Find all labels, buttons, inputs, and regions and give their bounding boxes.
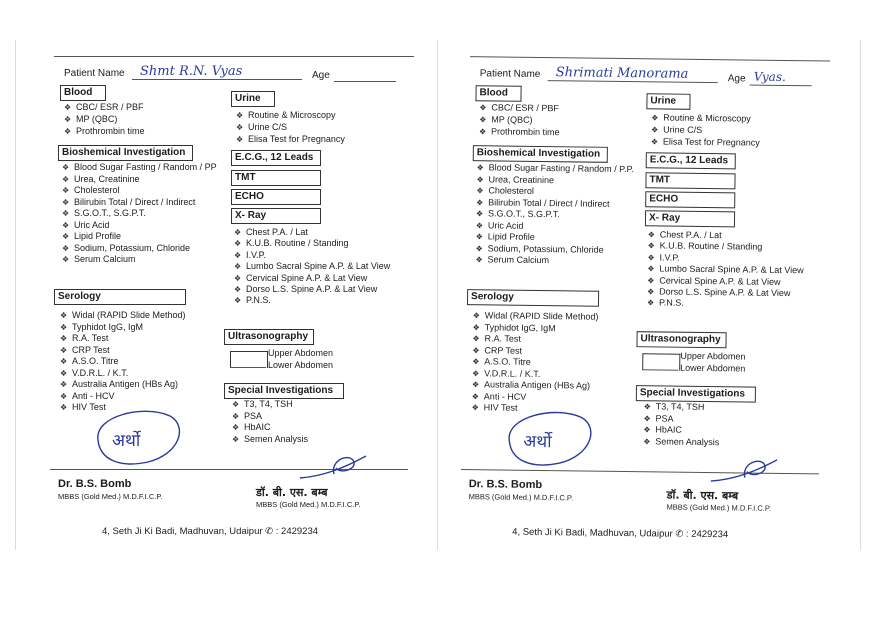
test-item: Urea, Creatinine: [74, 173, 140, 184]
test-item: Dorso L.S. Spine A.P. & Lat View: [659, 286, 791, 299]
test-item: HIV Test: [483, 402, 518, 413]
bullet-icon: ❖: [234, 228, 242, 237]
bullet-icon: ❖: [472, 345, 480, 355]
prescription-slip-right: [454, 56, 840, 551]
bullet-icon: ❖: [60, 322, 68, 332]
test-item: Sodium, Potassium, Chloride: [487, 242, 604, 255]
bullet-icon: ❖: [62, 186, 70, 195]
blood-heading: Blood: [475, 85, 521, 102]
test-item: Lipid Profile: [487, 231, 535, 242]
degree-english: MBBS (Gold Med.) M.D.F.I.C.P.: [468, 492, 574, 503]
bullet-icon: ❖: [475, 243, 483, 253]
test-item: Urine C/S: [248, 122, 288, 132]
serology-heading: Serology: [54, 289, 186, 305]
test-item: HIV Test: [72, 402, 106, 412]
test-item: Prothrombin time: [491, 126, 560, 138]
test-item: Widal (RAPID Slide Method): [72, 310, 186, 320]
left-page-edge: [15, 40, 16, 550]
bullet-icon: ❖: [471, 403, 479, 413]
bullet-icon: ❖: [64, 103, 72, 112]
stamp-text: अर्थो: [523, 431, 552, 453]
age-value: Vyas.: [753, 69, 786, 84]
test-item: Routine & Microscopy: [663, 112, 751, 124]
test-item: Cholesterol: [488, 185, 534, 196]
bullet-icon: ❖: [643, 436, 651, 446]
usg-lower: Lower Abdomen: [268, 360, 334, 370]
bullet-icon: ❖: [60, 311, 68, 320]
bullet-icon: ❖: [476, 174, 484, 184]
test-item: V.D.R.L. / K.T.: [72, 367, 129, 378]
bullet-icon: ❖: [472, 322, 480, 332]
test-item: A.S.O. Titre: [72, 356, 119, 366]
age-line: [750, 85, 812, 87]
usg-bracket-bottom: [230, 367, 266, 368]
bullet-icon: ❖: [232, 434, 240, 444]
bullet-icon: ❖: [64, 127, 72, 136]
doctor-name-english: Dr. B.S. Bomb: [468, 478, 543, 492]
bullet-icon: ❖: [647, 287, 655, 297]
test-item: CRP Test: [72, 344, 110, 355]
bullet-icon: ❖: [62, 163, 70, 172]
right-page-edge: [860, 40, 861, 550]
bullet-icon: ❖: [643, 413, 651, 423]
test-item: Blood Sugar Fasting / Random / PP: [74, 162, 217, 172]
bullet-icon: ❖: [232, 400, 240, 409]
test-item: PSA: [244, 410, 263, 421]
bullet-icon: ❖: [651, 113, 659, 123]
top-rule: [54, 56, 414, 57]
test-item: V.D.R.L. / K.T.: [484, 367, 541, 379]
test-item: Elisa Test for Pregnancy: [248, 134, 345, 144]
bullet-icon: ❖: [60, 403, 68, 412]
test-item: Bilirubin Total / Direct / Indirect: [488, 196, 610, 209]
test-item: R.A. Test: [484, 333, 521, 344]
bullet-icon: ❖: [476, 163, 484, 173]
bullet-icon: ❖: [62, 232, 70, 241]
usg-bracket-bottom: [642, 369, 678, 370]
patient-name-label: Patient Name: [479, 68, 541, 80]
test-item: HbAIC: [244, 422, 271, 432]
test-item: Australia Antigen (HBs Ag): [72, 379, 179, 389]
doctor-name-hindi: डॉ. बी. एस. बम्ब: [256, 486, 328, 499]
bullet-icon: ❖: [62, 197, 70, 207]
age-line: [334, 81, 396, 82]
test-item: S.G.O.T., S.G.P.T.: [74, 208, 146, 218]
test-item: Cholesterol: [74, 185, 120, 195]
echo-heading: ECHO: [645, 191, 735, 208]
test-item: Anti - HCV: [72, 390, 115, 401]
test-item: Uric Acid: [74, 219, 110, 230]
bullet-icon: ❖: [60, 391, 68, 401]
degree-english: MBBS (Gold Med.) M.D.F.I.C.P.: [58, 492, 163, 501]
test-item: T3, T4, TSH: [655, 401, 705, 413]
test-item: CRP Test: [484, 344, 523, 356]
bullet-icon: ❖: [476, 186, 484, 196]
test-item: P.N.S.: [658, 297, 684, 309]
biochem-heading: Bioshemical Investigation: [58, 145, 193, 161]
degree-hindi: MBBS (Gold Med.) M.D.F.I.C.P.: [666, 502, 772, 513]
test-item: Lumbo Sacral Spine A.P. & Lat View: [246, 261, 391, 272]
bullet-icon: ❖: [471, 380, 480, 390]
bullet-icon: ❖: [647, 253, 655, 263]
usg-upper: Upper Abdomen: [268, 348, 334, 358]
bullet-icon: ❖: [62, 243, 70, 253]
age-label: Age: [727, 73, 746, 85]
bullet-icon: ❖: [472, 368, 480, 378]
bullet-icon: ❖: [475, 220, 484, 230]
xray-heading: X- Ray: [231, 208, 321, 224]
bullet-icon: ❖: [62, 255, 70, 264]
test-item: Urine C/S: [663, 124, 703, 135]
bullet-icon: ❖: [60, 380, 68, 389]
test-item: Cervical Spine A.P. & Lat View: [659, 275, 781, 287]
test-item: Cervical Spine A.P. & Lat View: [246, 272, 368, 283]
bullet-icon: ❖: [62, 220, 70, 230]
test-item: Urea, Creatinine: [488, 173, 555, 185]
blood-heading: Blood: [60, 85, 106, 101]
patient-name-value: Shmt R.N. Vyas: [140, 64, 243, 79]
test-item: T3, T4, TSH: [244, 399, 293, 409]
xray-heading: X- Ray: [645, 210, 735, 227]
test-item: Typhidot IgG, IgM: [72, 321, 144, 332]
bullet-icon: ❖: [62, 174, 70, 184]
bullet-icon: ❖: [643, 425, 651, 435]
test-item: Sodium, Potassium, Chloride: [74, 242, 191, 253]
signature-mark: [294, 446, 384, 486]
usg-upper: Upper Abdomen: [680, 350, 746, 362]
bullet-icon: ❖: [651, 125, 659, 135]
test-item: Lipid Profile: [74, 231, 122, 241]
bullet-icon: ❖: [647, 264, 655, 274]
bullet-icon: ❖: [234, 239, 242, 249]
bullet-icon: ❖: [479, 103, 487, 113]
test-item: Semen Analysis: [244, 433, 309, 444]
usg-bracket: [642, 353, 680, 370]
test-item: I.V.P.: [246, 249, 267, 260]
test-item: Widal (RAPID Slide Method): [484, 310, 599, 322]
test-item: Routine & Microscopy: [248, 110, 336, 120]
test-item: Serum Calcium: [74, 254, 136, 264]
test-item: CBC/ ESR / PBF: [491, 102, 559, 114]
test-item: K.U.B. Routine / Standing: [659, 240, 763, 253]
patient-name-label: Patient Name: [64, 68, 125, 79]
ecg-heading: E.C.G., 12 Leads: [646, 152, 736, 169]
usg-lower: Lower Abdomen: [680, 362, 746, 374]
test-item: Semen Analysis: [655, 435, 720, 447]
doctor-name-hindi: डॉ. बी. एस. बम्ब: [666, 488, 739, 503]
signature-mark: [705, 449, 795, 490]
clinic-address: 4, Seth Ji Ki Badi, Madhuvan, Udaipur ✆ : 2429234: [102, 526, 319, 537]
doctor-name-english: Dr. B.S. Bomb: [58, 478, 132, 490]
bullet-icon: ❖: [479, 127, 487, 137]
bullet-icon: ❖: [476, 197, 484, 207]
tmt-heading: TMT: [231, 170, 321, 186]
usg-heading: Ultrasonography: [224, 329, 314, 345]
bullet-icon: ❖: [476, 209, 484, 219]
test-item: P.N.S.: [246, 295, 271, 306]
stamp-text: अर्थो: [112, 431, 141, 451]
test-item: Blood Sugar Fasting / Random / P.P.: [488, 162, 634, 175]
bullet-icon: ❖: [471, 391, 480, 401]
bullet-icon: ❖: [472, 357, 480, 367]
test-item: Serum Calcium: [487, 254, 550, 266]
urine-heading: Urine: [231, 91, 275, 107]
bullet-icon: ❖: [234, 250, 242, 260]
test-item: K.U.B. Routine / Standing: [246, 238, 349, 249]
ecg-heading: E.C.G., 12 Leads: [231, 150, 321, 166]
test-item: Lumbo Sacral Spine A.P. & Lat View: [659, 263, 804, 276]
test-item: MP (QBC): [491, 114, 533, 125]
test-item: HbAIC: [655, 424, 683, 435]
prescription-slip-left: [44, 56, 424, 546]
bullet-icon: ❖: [60, 368, 68, 378]
special-heading: Special Investigations: [224, 383, 344, 399]
tmt-heading: TMT: [645, 172, 735, 189]
top-rule: [470, 56, 830, 61]
bullet-icon: ❖: [475, 255, 483, 265]
serology-heading: Serology: [467, 289, 599, 307]
bullet-icon: ❖: [62, 209, 70, 218]
test-item: Elisa Test for Pregnancy: [662, 136, 760, 148]
test-item: Australia Antigen (HBs Ag): [483, 379, 591, 391]
age-label: Age: [312, 70, 330, 81]
patient-name-value: Shrimati Manorama: [555, 65, 689, 82]
usg-heading: Ultrasonography: [636, 331, 726, 348]
test-item: A.S.O. Titre: [484, 356, 531, 367]
bullet-icon: ❖: [234, 262, 242, 272]
echo-heading: ECHO: [231, 189, 321, 205]
test-item: Dorso L.S. Spine A.P. & Lat View: [246, 284, 378, 294]
usg-bracket: [230, 351, 268, 368]
test-item: Anti - HCV: [483, 390, 527, 402]
bullet-icon: ❖: [234, 273, 242, 283]
test-item: PSA: [655, 412, 674, 424]
bullet-icon: ❖: [60, 357, 68, 366]
test-item: I.V.P.: [659, 252, 680, 263]
bullet-icon: ❖: [236, 123, 244, 132]
test-item: Prothrombin time: [76, 126, 145, 136]
bullet-icon: ❖: [472, 334, 480, 344]
special-heading: Special Investigations: [636, 385, 756, 402]
bullet-icon: ❖: [647, 275, 655, 285]
test-item: R.A. Test: [72, 333, 109, 343]
patient-name-line: [132, 79, 302, 80]
bullet-icon: ❖: [472, 311, 481, 321]
bullet-icon: ❖: [236, 111, 244, 120]
test-item: Bilirubin Total / Direct / Indirect: [74, 196, 196, 207]
clinic-address: 4, Seth Ji Ki Badi, Madhuvan, Udaipur ✆ : 2429234: [512, 526, 729, 541]
center-fold: [437, 40, 438, 550]
bullet-icon: ❖: [646, 298, 655, 308]
bullet-icon: ❖: [232, 423, 240, 432]
bullet-icon: ❖: [236, 135, 244, 144]
test-item: MP (QBC): [76, 114, 118, 124]
bullet-icon: ❖: [234, 285, 242, 294]
test-item: S.G.O.T., S.G.P.T.: [488, 208, 560, 220]
bullet-icon: ❖: [232, 411, 240, 421]
biochem-heading: Bioshemical Investigation: [473, 145, 608, 163]
test-item: Chest P.A. / Lat: [246, 227, 308, 237]
bullet-icon: ❖: [234, 296, 242, 306]
bullet-icon: ❖: [643, 402, 651, 412]
test-item: Uric Acid: [487, 219, 524, 231]
urine-heading: Urine: [646, 93, 690, 110]
bullet-icon: ❖: [64, 115, 72, 124]
bullet-icon: ❖: [60, 334, 68, 343]
bullet-icon: ❖: [647, 241, 655, 251]
bullet-icon: ❖: [475, 232, 484, 242]
test-item: Chest P.A. / Lat: [659, 229, 722, 241]
bullet-icon: ❖: [60, 345, 68, 355]
bullet-icon: ❖: [650, 137, 659, 147]
test-item: Typhidot IgG, IgM: [484, 321, 556, 333]
degree-hindi: MBBS (Gold Med.) M.D.F.I.C.P.: [256, 500, 361, 509]
test-item: CBC/ ESR / PBF: [76, 102, 144, 112]
bullet-icon: ❖: [479, 115, 487, 125]
bullet-icon: ❖: [647, 230, 656, 240]
